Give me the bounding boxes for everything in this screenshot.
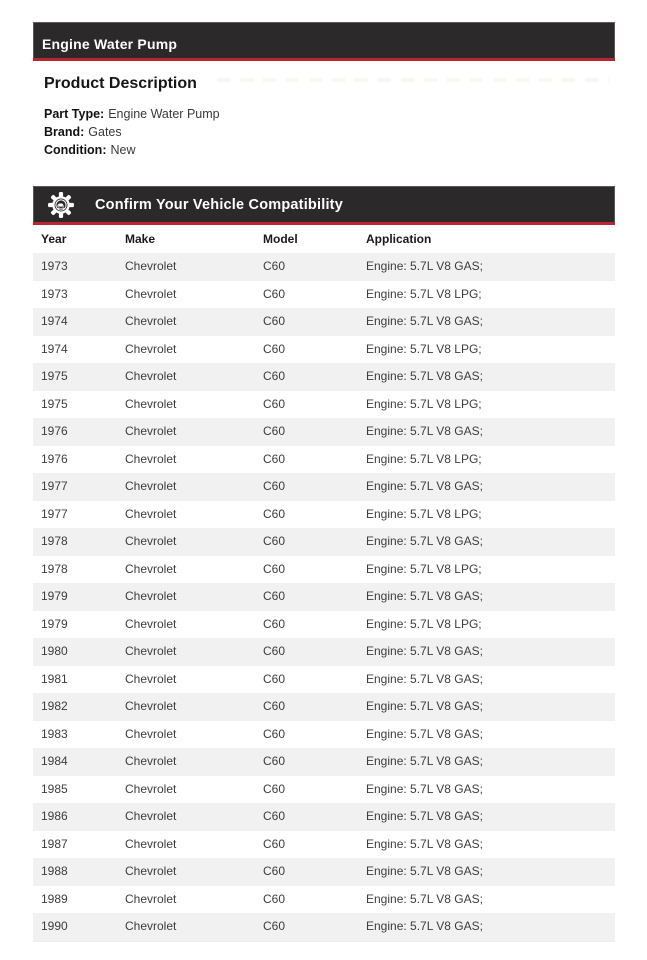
- table-row: [33, 721, 615, 749]
- cell-year: 1987: [33, 831, 117, 859]
- cell-model: C60: [255, 528, 358, 556]
- field-value: Engine Water Pump: [108, 107, 220, 121]
- cell-application: Engine: 5.7L V8 LPG;: [358, 446, 615, 474]
- table-row: [33, 803, 615, 831]
- cell-year: 1976: [33, 418, 117, 446]
- cell-model: C60: [255, 776, 358, 804]
- field-label: Brand:: [44, 125, 85, 139]
- compatibility-header-inner: [34, 187, 614, 222]
- cell-make: Chevrolet: [117, 638, 255, 666]
- cell-make: Chevrolet: [117, 748, 255, 776]
- field-condition: [44, 141, 615, 159]
- cell-application: Engine: 5.7L V8 GAS;: [358, 858, 615, 886]
- table-row: [33, 831, 615, 859]
- cell-make: Chevrolet: [117, 803, 255, 831]
- cell-year: 1988: [33, 858, 117, 886]
- cell-model: C60: [255, 281, 358, 309]
- table-row: [33, 886, 615, 914]
- cell-model: C60: [255, 858, 358, 886]
- table-row: [33, 281, 615, 309]
- cell-application: Engine: 5.7L V8 GAS;: [358, 886, 615, 914]
- cell-make: Chevrolet: [117, 886, 255, 914]
- compatibility-table-head: [33, 225, 615, 253]
- cell-application: Engine: 5.7L V8 LPG;: [358, 611, 615, 639]
- field-label: Part Type:: [44, 107, 105, 121]
- cell-application: Engine: 5.7L V8 GAS;: [358, 748, 615, 776]
- cell-application: Engine: 5.7L V8 LPG;: [358, 556, 615, 584]
- cell-model: C60: [255, 721, 358, 749]
- field-brand: [44, 123, 615, 141]
- cell-make: Chevrolet: [117, 831, 255, 859]
- cell-application: Engine: 5.7L V8 GAS;: [358, 831, 615, 859]
- table-row: [33, 363, 615, 391]
- cell-application: Engine: 5.7L V8 GAS;: [358, 308, 615, 336]
- cell-model: C60: [255, 748, 358, 776]
- cell-year: 1975: [33, 391, 117, 419]
- cell-application: Engine: 5.7L V8 GAS;: [358, 913, 615, 941]
- compatibility-table-body: [33, 253, 615, 941]
- cell-make: Chevrolet: [117, 776, 255, 804]
- cell-make: Chevrolet: [117, 666, 255, 694]
- column-header-model: Model: [255, 225, 358, 253]
- cell-application: Engine: 5.7L V8 GAS;: [358, 693, 615, 721]
- dashed-decoration: [217, 78, 609, 82]
- cell-year: 1984: [33, 748, 117, 776]
- cell-application: Engine: 5.7L V8 LPG;: [358, 501, 615, 529]
- cell-model: C60: [255, 418, 358, 446]
- cell-model: C60: [255, 803, 358, 831]
- field-value: Gates: [88, 125, 122, 139]
- cell-model: C60: [255, 638, 358, 666]
- table-row: [33, 666, 615, 694]
- cell-year: 1977: [33, 501, 117, 529]
- cell-model: C60: [255, 666, 358, 694]
- table-row: [33, 858, 615, 886]
- cell-make: Chevrolet: [117, 418, 255, 446]
- cell-application: Engine: 5.7L V8 GAS;: [358, 583, 615, 611]
- product-title-bar-inner: [34, 23, 614, 58]
- cell-application: Engine: 5.7L V8 GAS;: [358, 528, 615, 556]
- cell-application: Engine: 5.7L V8 LPG;: [358, 336, 615, 364]
- cell-make: Chevrolet: [117, 336, 255, 364]
- cell-model: C60: [255, 583, 358, 611]
- table-row: [33, 336, 615, 364]
- table-row: [33, 748, 615, 776]
- compatibility-heading: Confirm Your Vehicle Compatibility: [95, 196, 343, 213]
- column-header-make: Make: [117, 225, 255, 253]
- cell-model: C60: [255, 913, 358, 941]
- cell-model: C60: [255, 336, 358, 364]
- table-row: [33, 308, 615, 336]
- cell-year: 1978: [33, 556, 117, 584]
- product-description-heading: Product Description: [44, 75, 197, 92]
- field-part-type: [44, 105, 615, 123]
- table-row: [33, 501, 615, 529]
- cell-make: Chevrolet: [117, 693, 255, 721]
- cell-year: 1975: [33, 363, 117, 391]
- product-description-heading-row: [33, 61, 615, 93]
- cell-application: Engine: 5.7L V8 GAS;: [358, 721, 615, 749]
- column-header-application: Application: [358, 225, 615, 253]
- cell-year: 1973: [33, 281, 117, 309]
- cell-model: C60: [255, 556, 358, 584]
- cell-year: 1979: [33, 611, 117, 639]
- table-row: [33, 583, 615, 611]
- cell-year: 1986: [33, 803, 117, 831]
- cell-make: Chevrolet: [117, 913, 255, 941]
- cell-model: C60: [255, 446, 358, 474]
- product-fields: [44, 105, 615, 159]
- field-value: New: [110, 143, 136, 157]
- cell-make: Chevrolet: [117, 501, 255, 529]
- header-row: [33, 225, 615, 253]
- cell-model: C60: [255, 886, 358, 914]
- cell-make: Chevrolet: [117, 391, 255, 419]
- cell-year: 1979: [33, 583, 117, 611]
- cell-make: Chevrolet: [117, 363, 255, 391]
- cell-model: C60: [255, 501, 358, 529]
- cell-year: 1974: [33, 308, 117, 336]
- table-row: [33, 418, 615, 446]
- cell-application: Engine: 5.7L V8 GAS;: [358, 666, 615, 694]
- cell-model: C60: [255, 363, 358, 391]
- cell-make: Chevrolet: [117, 721, 255, 749]
- compatibility-section: [33, 186, 615, 942]
- cell-application: Engine: 5.7L V8 GAS;: [358, 363, 615, 391]
- product-title: Engine Water Pump: [42, 36, 178, 52]
- table-row: [33, 556, 615, 584]
- cell-application: Engine: 5.7L V8 GAS;: [358, 473, 615, 501]
- cell-make: Chevrolet: [117, 556, 255, 584]
- table-row: [33, 391, 615, 419]
- cell-year: 1985: [33, 776, 117, 804]
- cell-application: Engine: 5.7L V8 LPG;: [358, 391, 615, 419]
- cell-model: C60: [255, 473, 358, 501]
- cell-application: Engine: 5.7L V8 GAS;: [358, 638, 615, 666]
- cell-year: 1977: [33, 473, 117, 501]
- cell-year: 1976: [33, 446, 117, 474]
- cell-make: Chevrolet: [117, 583, 255, 611]
- cell-application: Engine: 5.7L V8 GAS;: [358, 253, 615, 281]
- table-row: [33, 473, 615, 501]
- cell-make: Chevrolet: [117, 253, 255, 281]
- table-row: [33, 611, 615, 639]
- column-header-year: Year: [33, 225, 117, 253]
- cell-year: 1978: [33, 528, 117, 556]
- table-row: [33, 528, 615, 556]
- cell-application: Engine: 5.7L V8 GAS;: [358, 418, 615, 446]
- cell-make: Chevrolet: [117, 528, 255, 556]
- cell-year: 1974: [33, 336, 117, 364]
- table-row: [33, 913, 615, 941]
- cell-make: Chevrolet: [117, 858, 255, 886]
- cell-make: Chevrolet: [117, 611, 255, 639]
- cell-application: Engine: 5.7L V8 GAS;: [358, 803, 615, 831]
- cell-year: 1981: [33, 666, 117, 694]
- cell-make: Chevrolet: [117, 281, 255, 309]
- cell-year: 1989: [33, 886, 117, 914]
- cell-model: C60: [255, 693, 358, 721]
- cell-model: C60: [255, 831, 358, 859]
- field-label: Condition:: [44, 143, 107, 157]
- cell-model: C60: [255, 611, 358, 639]
- cell-year: 1982: [33, 693, 117, 721]
- cell-year: 1980: [33, 638, 117, 666]
- cell-make: Chevrolet: [117, 473, 255, 501]
- product-title-bar: [33, 22, 615, 58]
- cell-application: Engine: 5.7L V8 LPG;: [358, 281, 615, 309]
- cell-model: C60: [255, 253, 358, 281]
- cell-model: C60: [255, 391, 358, 419]
- table-row: [33, 693, 615, 721]
- compatibility-table: [33, 225, 615, 942]
- table-row: [33, 776, 615, 804]
- compatibility-header-bar: [33, 186, 615, 222]
- cell-year: 1983: [33, 721, 117, 749]
- cell-make: Chevrolet: [117, 446, 255, 474]
- gear-vehicle-icon: [47, 191, 75, 219]
- cell-year: 1973: [33, 253, 117, 281]
- cell-model: C60: [255, 308, 358, 336]
- table-row: [33, 253, 615, 281]
- table-row: [33, 638, 615, 666]
- cell-make: Chevrolet: [117, 308, 255, 336]
- cell-application: Engine: 5.7L V8 GAS;: [358, 776, 615, 804]
- table-row: [33, 446, 615, 474]
- cell-year: 1990: [33, 913, 117, 941]
